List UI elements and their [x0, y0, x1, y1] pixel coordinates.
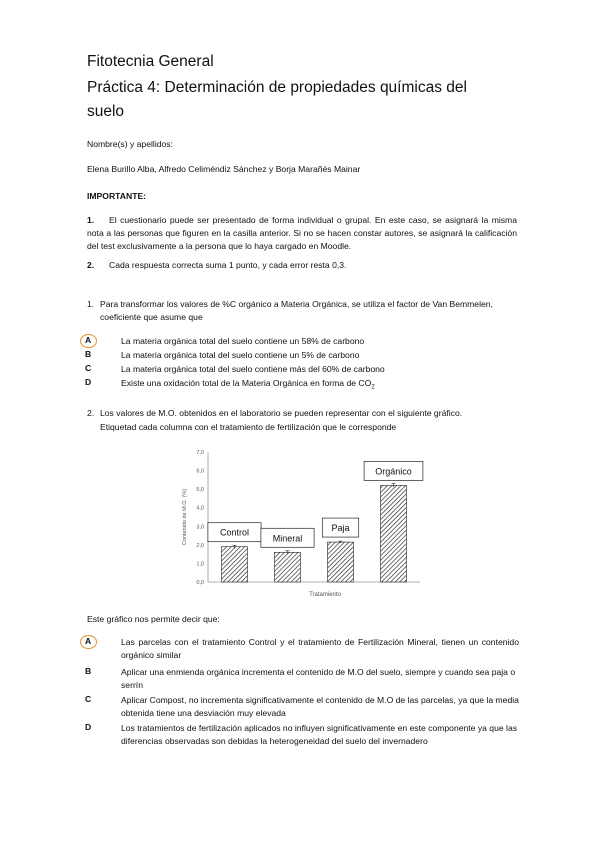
y-tick-label: 3,0 [196, 524, 204, 531]
rule-text: Cada respuesta correcta suma 1 punto, y cada error resta 0,3. [109, 260, 347, 270]
option-text: Aplicar Compost, no incrementa significativamente el contenido de M.O de las parcelas, ya que la media obtenida tiene una desviación muy elevada [121, 695, 519, 718]
important-heading: IMPORTANTE: [87, 191, 147, 201]
option-text: Aplicar una enmienda orgánica incrementa el contenido de M.O del suelo, siempre y cuando sea paja o serrín [121, 667, 516, 690]
y-tick-label: 1,0 [196, 561, 204, 568]
question-number: 1. [87, 299, 95, 309]
y-tick-label: 2,0 [196, 542, 204, 549]
bar-label-paja: Paja [331, 523, 350, 534]
option-text: La materia orgánica total del suelo contiene un 58% de carbono [121, 336, 365, 346]
option-letter: A [85, 335, 92, 345]
y-axis-label: Contenido de M.O. (%) [182, 488, 188, 546]
y-tick-label: 4,0 [196, 505, 204, 512]
bar-mineral [275, 552, 301, 582]
question-text: Para transformar los valores de %C orgánico a Materia Orgánica, se utiliza el factor de Van Bemmelen, coeficiente que asume que [100, 299, 493, 322]
y-tick-label: 5,0 [196, 487, 204, 494]
bar-label-mineral: Mineral [272, 533, 303, 544]
option-letter: D [85, 722, 92, 732]
question-text: Etiquetad cada columna con el tratamiento de fertilización que le corresponde [100, 422, 397, 432]
option-letter: A [85, 636, 92, 646]
option-text: La materia orgánica total del suelo contiene un 5% de carbono [121, 350, 360, 360]
option-letter: B [85, 666, 92, 676]
bar-orgánico [381, 485, 407, 582]
option-letter: C [85, 363, 92, 373]
option-letter: D [85, 377, 92, 387]
bar-control [222, 547, 248, 582]
option-text [121, 377, 375, 395]
question-number: 2. [87, 408, 95, 418]
subscript: 2 [371, 384, 375, 391]
option-text: Las parcelas con el tratamiento Control y el tratamiento de Fertilización Mineral, tienen un contenido orgánico similar [121, 637, 519, 660]
question-text: Los valores de M.O. obtenidos en el laboratorio se pueden representar con el siguiente gráfico. [100, 408, 463, 418]
option-text: La materia orgánica total del suelo contiene más del 60% de carbono [121, 364, 385, 374]
bar-paja [328, 542, 354, 582]
question-intro: Este gráfico nos permite decir que: [87, 614, 220, 624]
practice-title-line2: suelo [87, 103, 125, 120]
mo-bar-chart [170, 440, 440, 605]
names-label: Nombre(s) y apellidos: [87, 139, 173, 149]
bar-label-orgánico: Orgánico [375, 466, 412, 477]
bar-label-control: Control [219, 527, 250, 538]
rule-text: El cuestionario puede ser presentado de forma individual o grupal. En este caso, se asignará la misma nota a las personas que figuren en la casilla anterior. Si no se hacen constar autores, se asignará la calificación del test exclusivamente a la persona que lo haya cargado en Moodle. [87, 215, 517, 251]
y-tick-label: 0,0 [196, 580, 204, 586]
practice-title-line1: Práctica 4: Determinación de propiedades químicas del [87, 79, 467, 96]
option-text: Los tratamientos de fertilización aplicados no influyen significativamente en este componente ya que las diferencias observadas son debidas la heterogeneidad del suelo del invernadero [121, 723, 518, 746]
y-tick-label: 6,0 [196, 468, 204, 475]
rule-number: 2. [87, 260, 95, 270]
course-title: Fitotecnia General [87, 53, 214, 70]
option-letter: B [85, 349, 92, 359]
option-letter: C [85, 694, 92, 704]
y-tick-label: 7,0 [196, 450, 204, 456]
names-value: Elena Burillo Alba, Alfredo Celiméndiz Sánchez y Borja Marañés Mainar [87, 164, 361, 174]
rule-number: 1. [87, 215, 95, 225]
x-axis-label: Tratamiento [309, 592, 341, 598]
option-text-main: Existe una oxidación total de la Materia Orgánica en forma de CO [121, 378, 372, 388]
